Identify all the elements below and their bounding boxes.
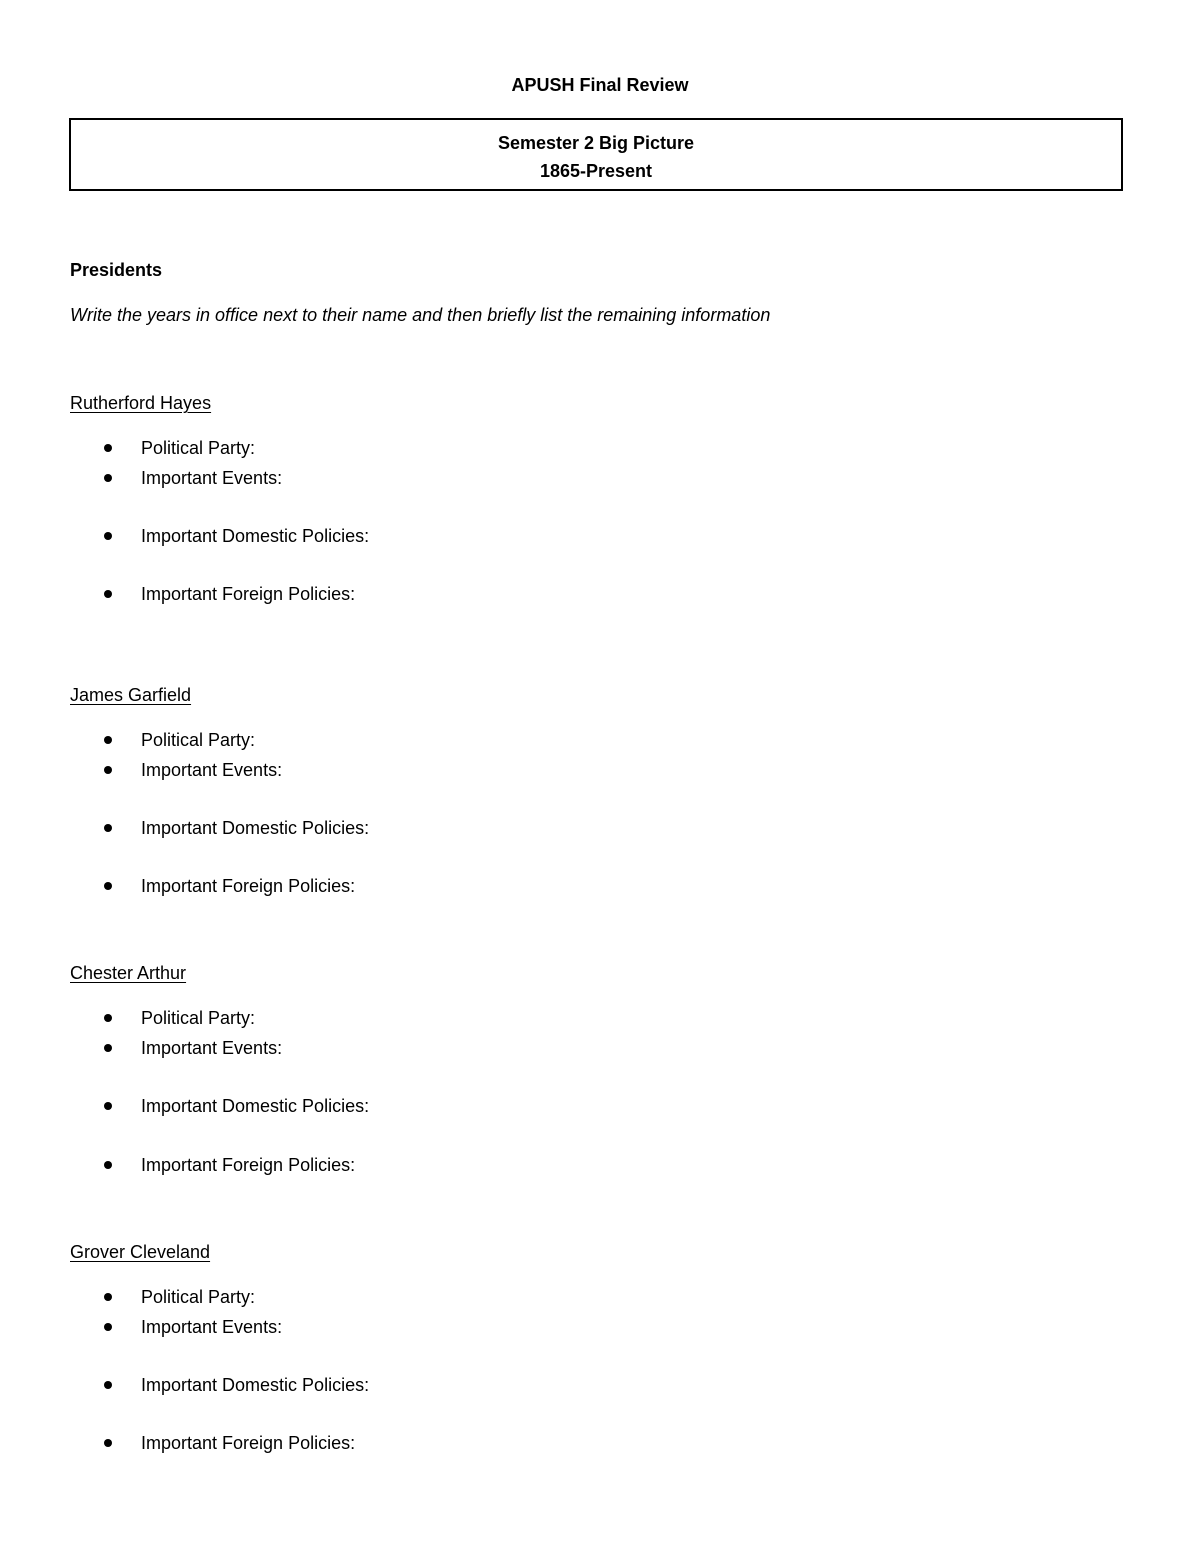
list-item bbox=[100, 728, 255, 752]
list-item-label: Important Domestic Policies: bbox=[141, 1096, 370, 1116]
list-item-label: Political Party: bbox=[141, 730, 256, 750]
bullet-icon bbox=[104, 532, 112, 540]
president-name: James Garfield bbox=[70, 685, 192, 705]
bullet-icon bbox=[104, 444, 112, 452]
bullet-icon bbox=[104, 590, 112, 598]
list-item bbox=[100, 1373, 369, 1397]
list-item-label: Important Events: bbox=[141, 760, 283, 780]
list-item-label: Important Domestic Policies: bbox=[141, 1375, 370, 1395]
list-item bbox=[100, 436, 255, 460]
bullet-icon bbox=[104, 882, 112, 890]
bullet-icon bbox=[104, 1161, 112, 1169]
list-item bbox=[100, 1315, 282, 1339]
list-item-label: Important Foreign Policies: bbox=[141, 876, 356, 896]
bullet-icon bbox=[104, 1044, 112, 1052]
list-item-label: Important Events: bbox=[141, 468, 283, 488]
header-box-line-2: 1865-Present bbox=[539, 161, 653, 181]
list-item bbox=[100, 524, 369, 548]
document-title: APUSH Final Review bbox=[511, 75, 689, 95]
bullet-icon bbox=[104, 1293, 112, 1301]
president-name: Grover Cleveland bbox=[70, 1242, 211, 1262]
bullet-icon bbox=[104, 1014, 112, 1022]
list-item-label: Political Party: bbox=[141, 1287, 256, 1307]
list-item bbox=[100, 466, 282, 490]
list-item-label: Political Party: bbox=[141, 1008, 256, 1028]
list-item bbox=[100, 816, 369, 840]
list-item bbox=[100, 758, 282, 782]
instructions-text: Write the years in office next to their name and then briefly list the remaining information bbox=[70, 305, 771, 325]
list-item-label: Important Foreign Policies: bbox=[141, 584, 356, 604]
section-heading: Presidents bbox=[70, 260, 163, 280]
bullet-icon bbox=[104, 766, 112, 774]
header-box-line-1: Semester 2 Big Picture bbox=[497, 133, 695, 153]
bullet-icon bbox=[104, 1381, 112, 1389]
list-item-label: Political Party: bbox=[141, 438, 256, 458]
bullet-icon bbox=[104, 1323, 112, 1331]
list-item-label: Important Foreign Policies: bbox=[141, 1433, 356, 1453]
bullet-icon bbox=[104, 736, 112, 744]
list-item bbox=[100, 1431, 355, 1455]
list-item-label: Important Foreign Policies: bbox=[141, 1155, 356, 1175]
president-name: Chester Arthur bbox=[70, 963, 187, 983]
list-item bbox=[100, 1036, 282, 1060]
bullet-icon bbox=[104, 1102, 112, 1110]
list-item bbox=[100, 582, 355, 606]
bullet-icon bbox=[104, 824, 112, 832]
list-item-label: Important Events: bbox=[141, 1038, 283, 1058]
president-name: Rutherford Hayes bbox=[70, 393, 212, 413]
list-item-label: Important Domestic Policies: bbox=[141, 526, 370, 546]
bullet-icon bbox=[104, 474, 112, 482]
list-item bbox=[100, 1006, 255, 1030]
list-item bbox=[100, 1094, 369, 1118]
list-item bbox=[100, 1285, 255, 1309]
list-item bbox=[100, 1153, 355, 1177]
semester-header-box bbox=[69, 118, 1123, 191]
list-item-label: Important Events: bbox=[141, 1317, 283, 1337]
bullet-icon bbox=[104, 1439, 112, 1447]
list-item bbox=[100, 874, 355, 898]
list-item-label: Important Domestic Policies: bbox=[141, 818, 370, 838]
